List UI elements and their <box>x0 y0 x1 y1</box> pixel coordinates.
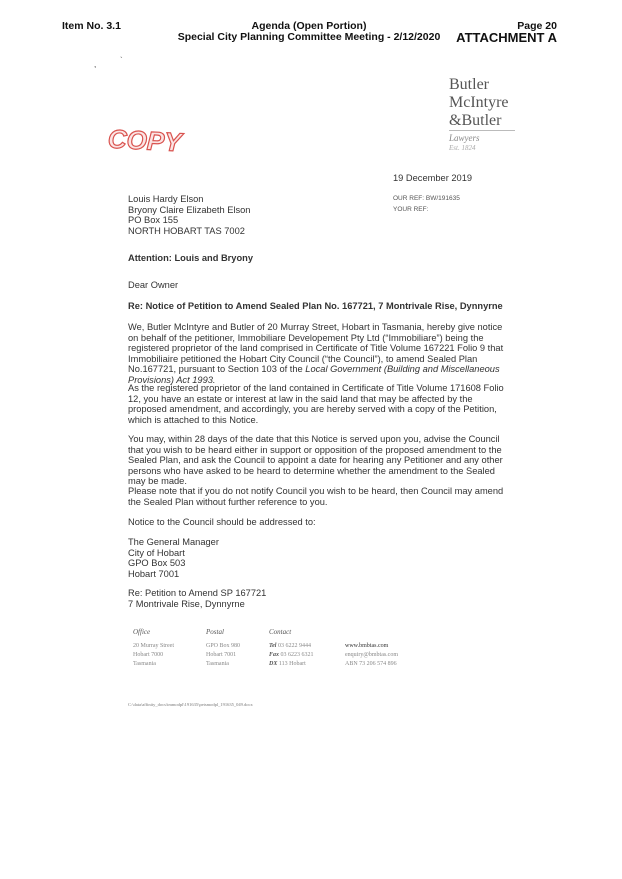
address-line: Louis Hardy Elson <box>128 194 204 204</box>
footer-web <box>345 642 398 669</box>
stray-mark: , <box>94 60 97 69</box>
logo-line-2: McIntyre <box>449 94 509 111</box>
council-line: City of Hobart <box>128 547 185 558</box>
contact-label: DX <box>269 661 278 667</box>
logo-line-1: Butler <box>449 76 489 93</box>
contact-label: Tel <box>269 643 277 649</box>
stray-mark: ` <box>120 56 123 65</box>
contact-label: Fax <box>269 652 280 658</box>
footer-website: www.bmbtas.com <box>345 643 389 649</box>
footer-office-line: Tasmania <box>133 661 156 667</box>
footer-postal <box>206 628 240 669</box>
council-line: The General Manager <box>128 537 219 547</box>
footer-postal-line: Hobart 7001 <box>206 652 237 658</box>
footer-contact <box>269 628 314 669</box>
meeting-title: Special City Planning Committee Meeting - 2/12/2020 <box>177 31 441 43</box>
paragraph-1 <box>128 322 513 385</box>
svg-text:COPY: COPY <box>107 124 183 156</box>
attention-line: Attention: Louis and Bryony <box>128 253 253 263</box>
re-line: 7 Montrivale Rise, Dynnyrne <box>128 598 245 609</box>
footer-abn: ABN 73 206 574 896 <box>345 661 397 667</box>
council-line: Hobart 7001 <box>128 568 180 579</box>
footer-postal-line: GPO Box 980 <box>206 643 241 649</box>
footer-office-line: Hobart 7000 <box>133 652 164 658</box>
salutation: Dear Owner <box>128 280 179 290</box>
file-path: C:\data\affinity_docs\immodpl\191635\petsmodpl_191635_049.docx <box>128 702 253 707</box>
copy-stamp <box>106 124 206 161</box>
item-number: Item No. 3.1 <box>62 20 121 32</box>
paragraph-4: Please note that if you do not notify Council you wish to be heard, then Council may amend the Sealed Plan without further reference to you. <box>128 486 504 507</box>
footer-email: enquiry@bmbtas.com <box>345 652 399 658</box>
logo-subtitle: Lawyers <box>449 133 480 143</box>
act-title: Local Government (Building and Miscellaneous Provisions) Act 1993. <box>128 364 500 385</box>
logo-established: Est. 1824 <box>449 144 476 152</box>
contact-value: 113 Hobart <box>278 661 306 667</box>
footer-postal-line: Tasmania <box>206 661 229 667</box>
paragraph-2: As the registered proprietor of the land contained in Certificate of Title Volume 171608 Folio 12, you have an estate or interest at law in the said land that may be affected by the proposed amendment, and accordingly, you are hereby served with a copy of the Petition, which is attached to this Notice. <box>128 383 504 425</box>
re-block <box>128 588 378 609</box>
agenda-title: Agenda (Open Portion) <box>251 20 367 32</box>
attachment-label: ATTACHMENT A <box>456 30 557 45</box>
contact-value: 03 6223 6321 <box>280 652 314 658</box>
footer-contact-row <box>269 651 314 660</box>
firm-logo <box>449 76 509 130</box>
our-reference: OUR REF: BW/191635 <box>393 195 460 202</box>
paragraph-3: You may, within 28 days of the date that this Notice is served upon you, advise the Council that you wish to be heard either in support or opposition of the proposed amendment to the Sealed Plan, and ask the Council to appoint a date for hearing any Petitioner and any other persons who have asked to be heard to determine whether the amendment to the Sealed may be made. <box>128 434 503 486</box>
footer-office-heading: Office <box>133 628 151 636</box>
footer-contact-row <box>269 642 314 651</box>
paragraph-1-text: We, Butler McIntyre and Butler of 20 Murray Street, Hobart in Tasmania, hereby give notice on behalf of the petitioner, Immobiliare Developement Pty Ltd (“Immobiliare”) being the registered proprietor of the land comprised in Certificate of Title Volume 167221 Folio 9 that Immobiliaire petitioned the Hobart City Council (“the Council”), to amend Sealed Plan No.167721, pursuant to Section 103 of the <box>128 322 504 374</box>
footer-office <box>133 628 174 669</box>
letter-date: 19 December 2019 <box>393 173 473 183</box>
copy-stamp-graphic <box>106 124 206 156</box>
logo-divider <box>449 130 515 131</box>
re-line: Re: Petition to Amend SP 167721 <box>128 588 267 598</box>
recipient-address <box>128 194 328 236</box>
footer-contact-row <box>269 660 314 669</box>
logo-line-3: &Butler <box>449 112 502 129</box>
address-line: Bryony Claire Elizabeth Elson <box>128 204 251 215</box>
address-line: NORTH HOBART TAS 7002 <box>128 225 245 236</box>
footer-postal-heading: Postal <box>206 628 224 636</box>
council-address <box>128 537 328 579</box>
page-number: Page 20 <box>517 20 557 32</box>
subject-line: Re: Notice of Petition to Amend Sealed Plan No. 167721, 7 Montrivale Rise, Dynnyrne <box>128 301 503 311</box>
address-line: PO Box 155 <box>128 215 179 225</box>
council-line: GPO Box 503 <box>128 558 186 568</box>
footer-contact-heading: Contact <box>269 628 292 636</box>
contact-value: 03 6222 9444 <box>277 643 311 649</box>
your-reference: YOUR REF: <box>393 206 429 213</box>
footer-office-line: 20 Murray Street <box>133 643 174 649</box>
paragraph-5: Notice to the Council should be addressed to: <box>128 517 316 527</box>
